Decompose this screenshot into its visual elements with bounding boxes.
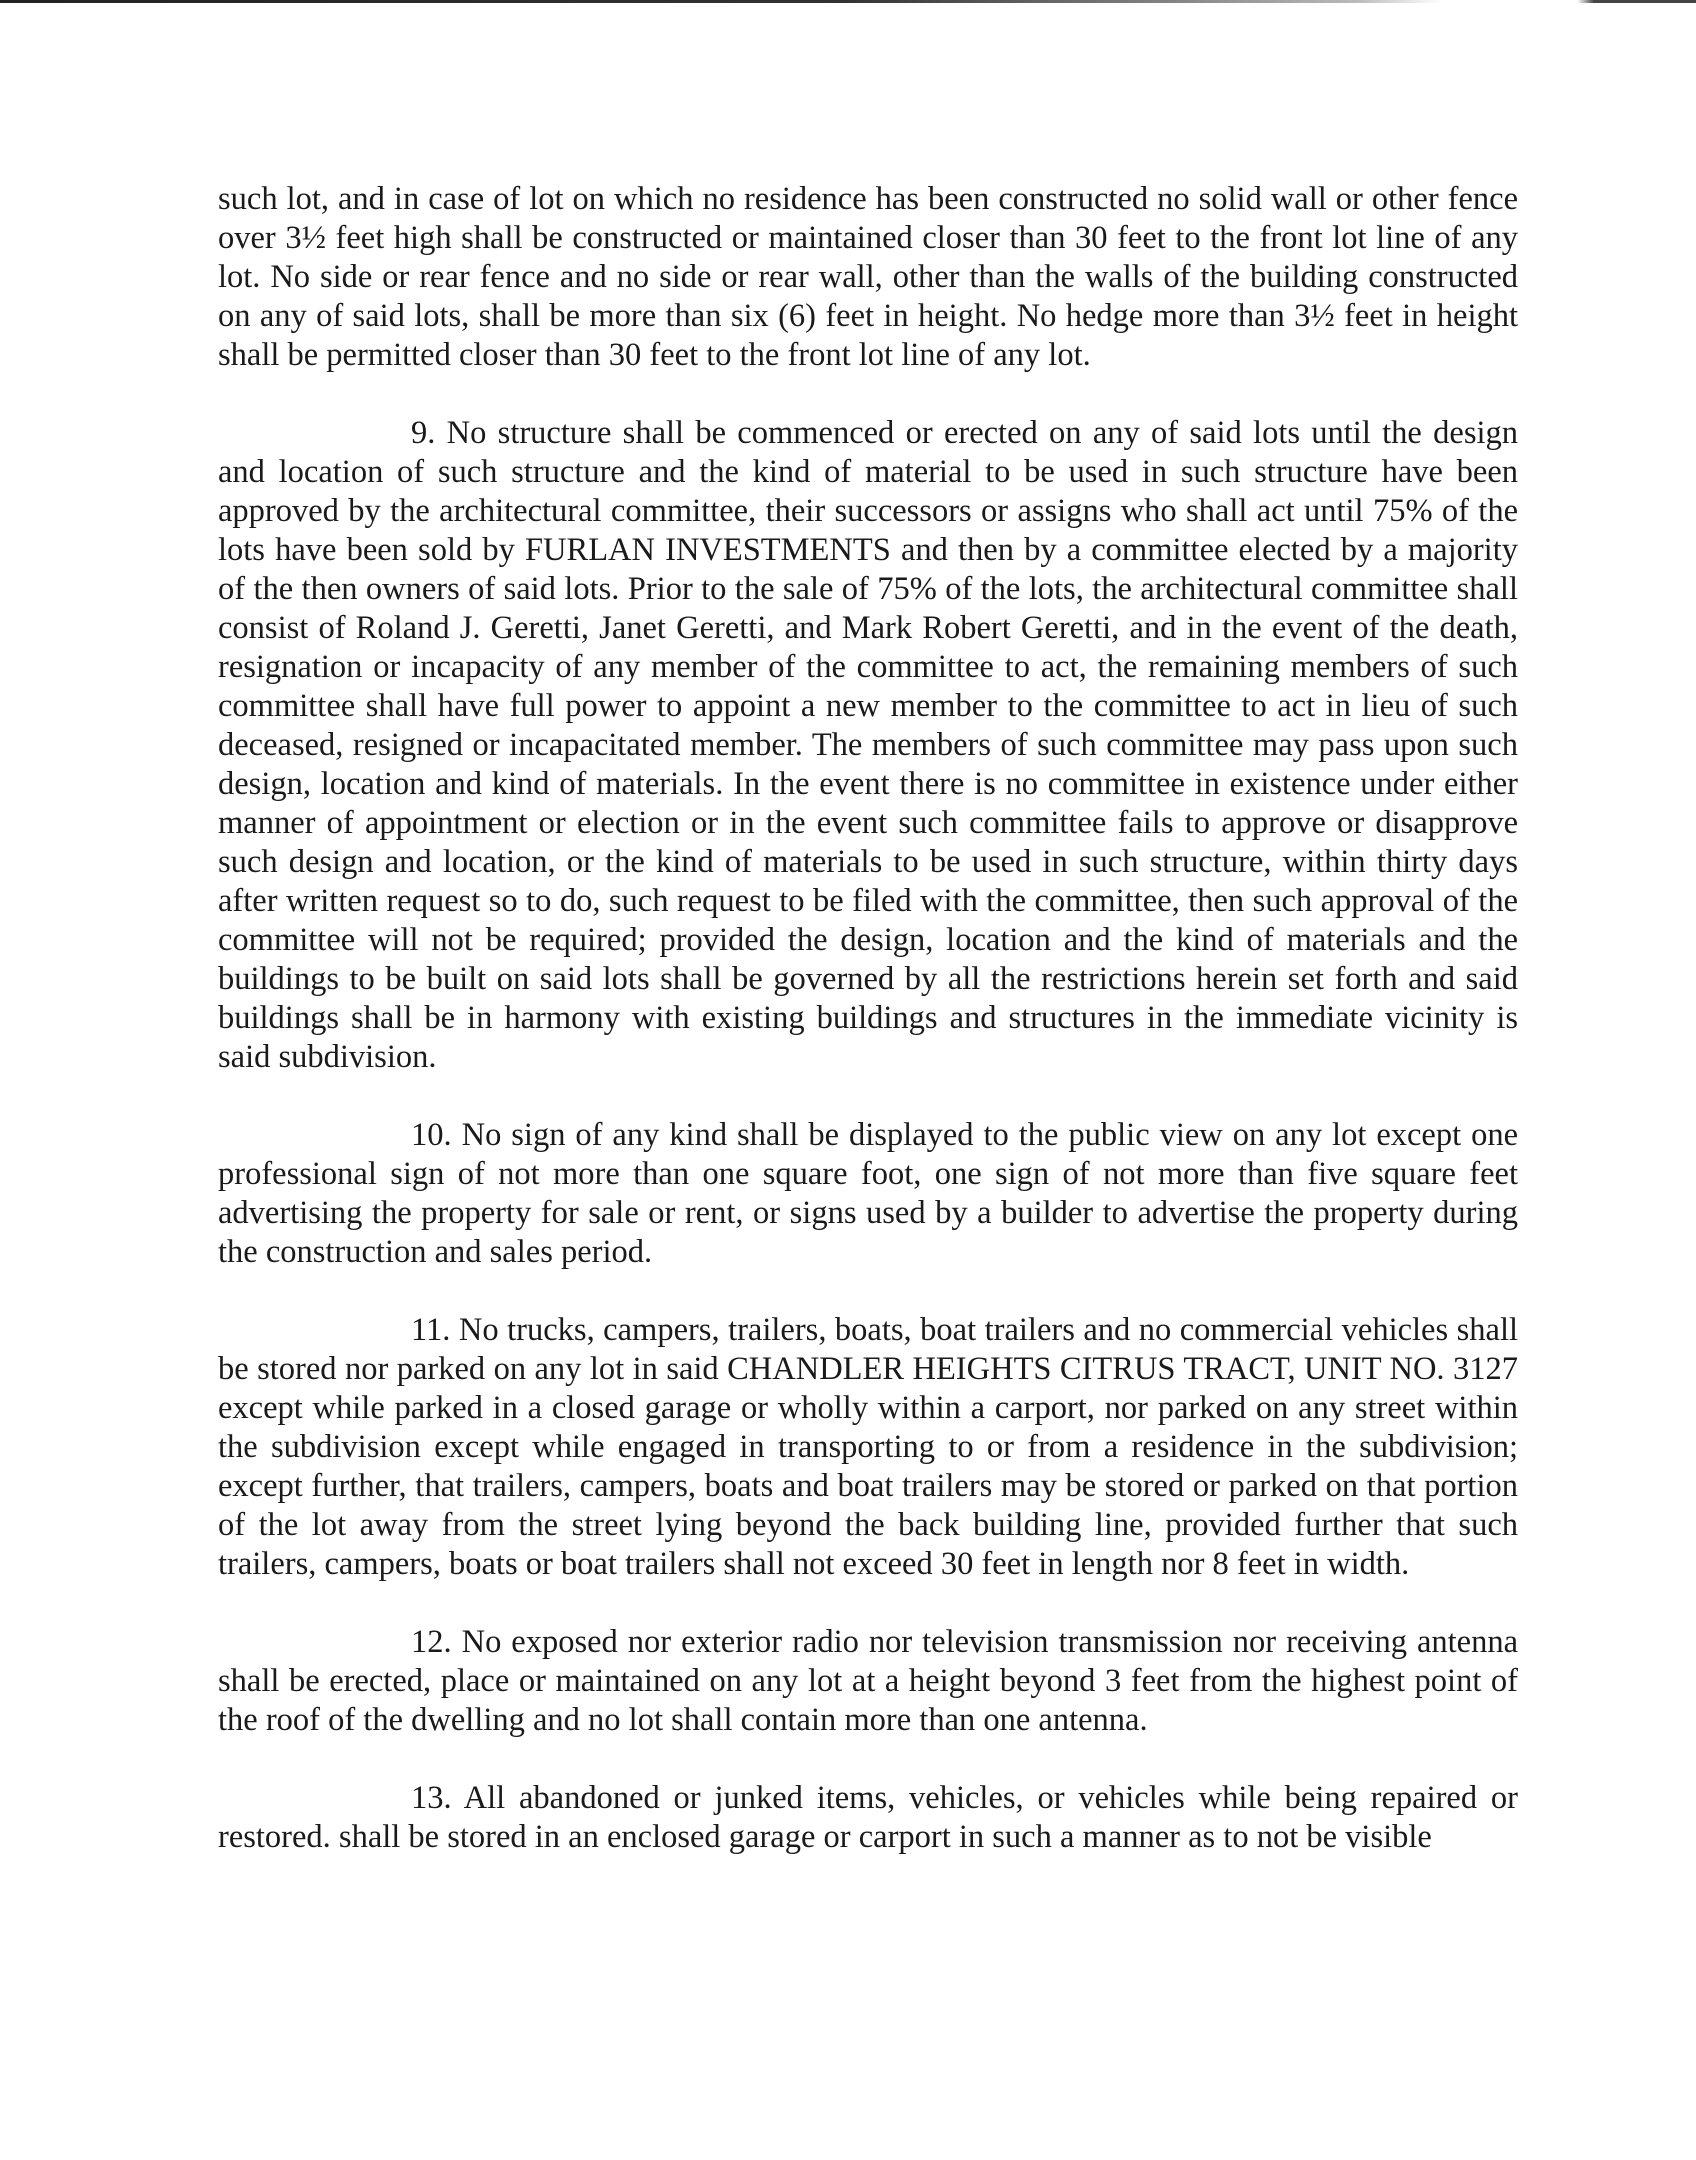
paragraph-text: No exposed nor exterior radio nor television transmission nor receiving antenna shall be erected, place or maintained on any lot at a height beyond 3 feet from the highest point of the roof of the dwelling and no lot shall contain more than one antenna. [218, 1624, 1519, 1738]
paragraph-10 [218, 1116, 1518, 1272]
paragraph-text: No structure shall be commenced or erected on any of said lots until the design and location of such structure and the kind of material to be used in such structure have been approved by the architectural committee, their successors or assigns who shall act until 75% of the lots have been sold by FURLAN INVESTMENTS and then by a committee elected by a majority of the then owners of said lots. Prior to the sale of 75% of the lots, the architectural committee shall consist of Roland J. Geretti, Janet Geretti, and Mark Robert Geretti, and in the event of the death, resignation or incapacity of any member of the committee to act, the remaining members of such committee shall have full power to appoint a new member to the committee to act in lieu of such deceased, resigned or incapacitated member. The members of such committee may pass upon such design, location and kind of materials. In the event there is no committee in existence under either manner of appointment or election or in the event such committee fails to approve or disapprove such design and location, or the kind of materials to be used in such structure, within thirty days after written request so to do, such request to be filed with the committee, then such approval of the committee will not be required; provided the design, location and the kind of materials and the buildings to be built on said lots shall be governed by all the restrictions herein set forth and said buildings shall be in harmony with existing buildings and structures in the immediate vicinity is said subdivision. [218, 415, 1518, 1075]
paragraph-text: No trucks, campers, trailers, boats, boat trailers and no commercial vehicles shall be stored nor parked on any lot in said CHANDLER HEIGHTS CITRUS TRACT, UNIT NO. 3127 except while parked in a closed garage or wholly within a carport, nor parked on any street within the subdivision except while engaged in transporting to or from a residence in the subdivision; except further, that trailers, campers, boats and boat trailers may be stored or parked on that portion of the lot away from the street lying beyond the back building line, provided further that such trailers, campers, boats or boat trailers shall not exceed 30 feet in length nor 8 feet in width. [218, 1312, 1519, 1582]
paragraph-text: No sign of any kind shall be displayed to the public view on any lot except one professional sign of not more than one square foot, one sign of not more than five square feet advertising the property for sale or rent, or signs used by a builder to advertise the property during the construction and sales period. [218, 1117, 1519, 1270]
paragraph-number: 11. [411, 1312, 451, 1348]
paragraph-9 [218, 414, 1518, 1077]
paragraph-number: 12. [411, 1624, 452, 1660]
scan-edge-line [0, 0, 1696, 3]
paragraph-number: 9. [411, 415, 436, 451]
paragraph-11 [218, 1311, 1518, 1584]
paragraph-text: All abandoned or junked items, vehicles, or vehicles while being repaired or restored. shall be stored in an enclosed garage or carport in such a manner as to not be visible [218, 1780, 1518, 1855]
paragraph-number: 10. [411, 1117, 452, 1153]
paragraph-text: such lot, and in case of lot on which no residence has been constructed no solid wall or other fence over 3½ feet high shall be constructed or maintained closer than 30 feet to the front lot line of any lot. No side or rear fence and no side or rear wall, other than the walls of the building constructed on any of said lots, shall be more than six (6) feet in height. No hedge more than 3½ feet in height shall be permitted closer than 30 feet to the front lot line of any lot. [218, 181, 1518, 373]
paragraph-number: 13. [411, 1780, 452, 1816]
paragraph-13 [218, 1779, 1518, 1857]
paragraph-8-continued [218, 180, 1518, 375]
document-body [218, 180, 1518, 1896]
paragraph-12 [218, 1623, 1518, 1740]
